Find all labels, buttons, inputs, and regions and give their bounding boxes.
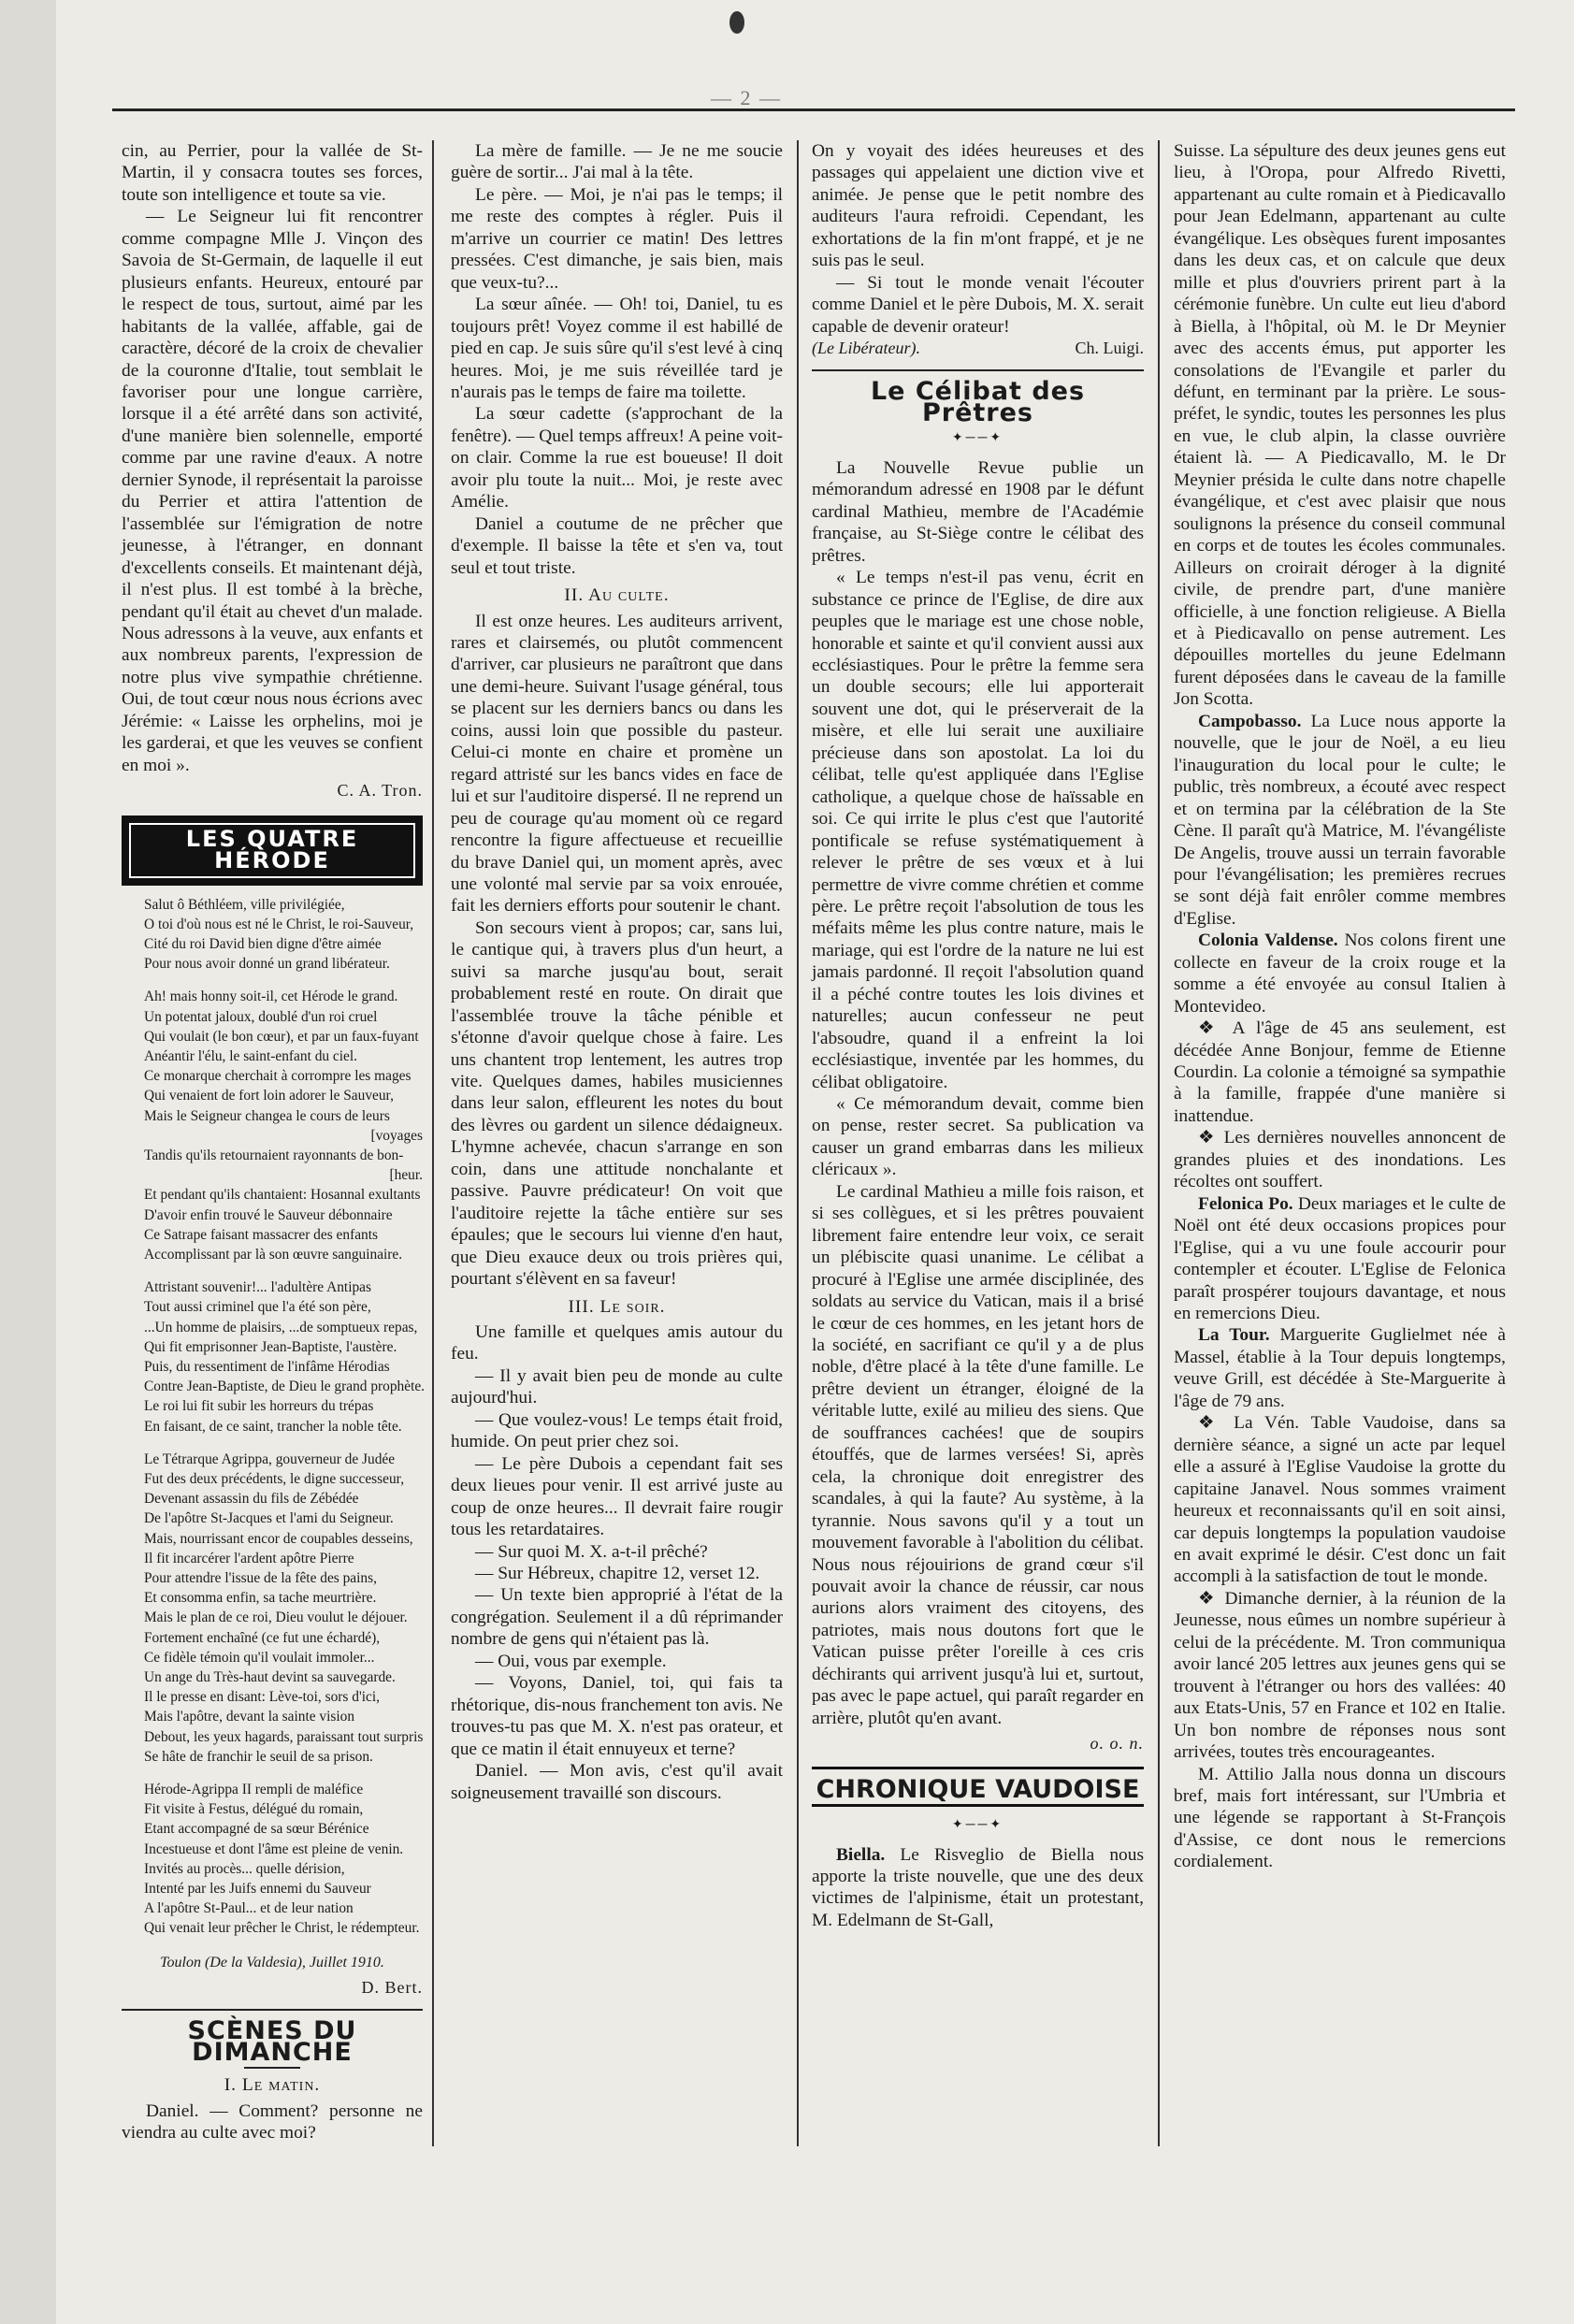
poem-line: Mais le Seigneur changea le cours de leurs bbox=[144, 1107, 390, 1124]
poem-line: O toi d'où nous est né le Christ, le roi-Sauveur, bbox=[144, 916, 414, 932]
poem-line: Mais l'apôtre, devant la sainte vision bbox=[144, 1709, 355, 1725]
article-text: La Vén. Table Vaudoise, dans sa dernière séance, a signé un acte par lequel elle a assuré à l'Eglise Vaudoise la grotte du capitaine Janavel. Nous sommes vraiment heureux et reconnaissants qu'il en soit ainsi, car depuis longtemps la population vaudoise en avait exprimé le désir. C'est donc un fait accompli à la satisfaction de tout le monde. bbox=[1174, 1413, 1506, 1587]
poem-line: [voyages bbox=[370, 1127, 423, 1144]
poem-line: Etant accompagné de sa sœur Bérénice bbox=[144, 1821, 369, 1838]
poem-line: Mais le plan de ce roi, Dieu voulut le déjouer. bbox=[144, 1609, 408, 1626]
poem-line: Ce fidèle témoin qu'il voulait immoler... bbox=[144, 1649, 375, 1666]
poem-line: Se hâte de franchir le seuil de sa prison. bbox=[144, 1748, 373, 1765]
article-text: — Un texte bien approprié à l'état de la congrégation. Seulement il a dû réprimander nombre de gens qui n'étaient pas là. bbox=[451, 1585, 783, 1650]
place-name: Biella. bbox=[836, 1844, 886, 1865]
article-text: « Ce mémorandum devait, comme bien on pense, rester secret. Sa publication va causer un grand embarras dans les milieux cléricaux ». bbox=[812, 1094, 1144, 1180]
article-text: Marguerite Guglielmet née à Massel, établie à la Tour depuis longtemps, veuve Grill, est décédée à Ste-Marguerite à l'âge de 79 ans. bbox=[1174, 1325, 1506, 1411]
article-text: Son secours vient à propos; car, sans lui, le cantique qui, à travers plus d'un heurt, a suivi sa marche jusqu'au bout, serait probablement resté en route. On dirait que l'assemblée trouve la tâche pénible et s'étonne d'avoir quelque chose à faire. Les uns chantent trop lentement, les autres trop vite. Quelques dames, habiles musiciennes dans leur salon, effleurent les notes du bout des lèvres ou gardent un silence dédaigneux. L'hymne achevée, chacun s'arrange en son coin, dans une attitude nonchalante et passive. Pauvre prédicateur! On voit que l'auditoire rejette la tâche entière sur ses épaules; que le secours lui vienne d'en haut, que Dieu exauce deux ou trois prières qui, pourtant s'élèvent en sa faveur! bbox=[451, 917, 783, 1290]
poem-line: Qui venait leur prêcher le Christ, le rédempteur. bbox=[144, 1920, 420, 1937]
article-text: Daniel a coutume de ne prêcher que d'exemple. Il baisse la tête et s'en va, tout seul et tout triste. bbox=[451, 513, 783, 578]
column-rule bbox=[432, 140, 434, 2146]
poem-line: Tout aussi criminel que l'a été son père, bbox=[144, 1299, 371, 1316]
source-line bbox=[812, 338, 1144, 359]
article-text: cin, au Perrier, pour la vallée de St-Martin, il y consacra toutes ses forces, toute son intelligence et toute sa vie. bbox=[122, 141, 423, 205]
poem-banner bbox=[122, 816, 423, 886]
source: (Le Libérateur). bbox=[812, 339, 920, 358]
poem-line: Fut des deux précédents, le digne successeur, bbox=[144, 1470, 405, 1487]
article-text: On y voyait des idées heureuses et des passages qui appelaient une diction vive et animée. Je pense que le petit nombre des auditeurs l'aura refroidi. Cependant, les exhortations de la fin m'ont frappé, et je ne suis pas le seul. bbox=[812, 141, 1144, 271]
article-text: Le père. — Moi, je n'ai pas le temps; il me reste des comptes à régler. Puis il m'arrive un courrier ce matin! Des lettres pressées. C'est dimanche, je sais bien, mais que veux-tu?... bbox=[451, 184, 783, 293]
place-name: Campobasso. bbox=[1198, 711, 1302, 731]
poem-line: Un potentat jaloux, doublé d'un roi cruel bbox=[144, 1008, 378, 1025]
article-text: — Sur quoi M. X. a-t-il prêché? bbox=[475, 1541, 708, 1562]
article-text: Daniel. — Comment? personne ne viendra au culte avec moi? bbox=[122, 2100, 423, 2144]
poem-line: Le roi lui fit subir les horreurs du trépas bbox=[144, 1398, 374, 1415]
poem-line: Invités au procès... quelle dérision, bbox=[144, 1860, 345, 1877]
article-text: Suisse. La sépulture des deux jeunes gens eut lieu, à l'Oropa, pour Alfredo Rivetti, appartenant au culte romain et à Piedicavallo pour Jean Edelmann, appartenant au culte évangélique. Les obsèques furent imposantes dans les deux cas, et on calcule que deux mille et plus d'ouvriers prirent part à la cérémonie funèbre. Un culte eut lieu d'abord à Biella, à l'hôpital, où M. le Dr Meynier avec des accents émus, put apporter les consolations de l'Evangile et parler du défunt, en terminant par la prière. Le sous-préfet, le syndic, toutes les personnes les plus en vue, le club alpin, la classe ouvrière étaient là. — A Piedicavallo, M. le Dr Meynier présida le culte dans notre chapelle évangélique, et c'est avec plaisir que nous soulignons la présence du conseil communal en corps et de toutes les écoles communales. Ailleurs on croirait déroger à la dignité civile, de prendre part, d'une manière officielle, à une fonction religieuse. A Biella et à Piedicavallo on pense autrement. Les dépouilles mortelles du jeune Edelmann furent déposées dans le caveau de la famille Jon Scotta. bbox=[1174, 141, 1506, 710]
poem-stanza bbox=[122, 1450, 423, 1767]
section-mark-icon: ❖ bbox=[1198, 1588, 1225, 1609]
poem-line: D'avoir enfin trouvé le Sauveur débonnaire bbox=[144, 1206, 393, 1223]
poem bbox=[122, 895, 426, 1939]
divider bbox=[122, 2009, 423, 2011]
ornament: ✦──✦ bbox=[951, 431, 1004, 446]
article-text: « Le temps n'est-il pas venu, écrit en substance ce prince de l'Eglise, de dire aux peuples que le mariage est une chose noble, honorable et sainte et qu'il convient aussi aux ecclésiastiques. Pour le prêtre la femme sera un double secours; elle lui apporterait souvent une dot, qui le préserverait de la misère, et elle lui serait une auxiliaire précieuse dans son apostolat. La loi du célibat, telle qu'est appliquée dans l'Eglise catholique, a quelque chose de haïssable en soi. Ce qui irrite le plus c'est que l'autorité pontificale se refuse systématiquement à relever le prêtre de ses vœux et à lui permettre de vivre comme chrétien et comme père. Le prêtre reçoit l'absolution de tous les méfaits même les plus contre nature, mais le mariage, qui est l'ordre de la nature ne lui est jamais pardonné. Il reçoit l'absolution quand il a péché contre toutes les lois divines et naturelles; aucun confesseur ne peut l'absoudre, quand il a enfreint la loi ecclésiastique, inventée par les hommes, du célibat obligatoire. bbox=[812, 568, 1144, 1092]
article-text: La Luce nous apporte la nouvelle, que le jour de Noël, a eu lieu l'inauguration du local pour le culte; le public, très nombreux, a écouté avec respect et on termina par la célébration de la Ste Cène. Il paraît qu'à Matrice, M. l'évangéliste De Angelis, trouve aussi un terrain favorable pour l'évangélisation; les premières recrues se sont déjà fait enrôler comme membres d'Eglise. bbox=[1174, 711, 1506, 929]
poem-line: Attristant souvenir!... l'adultère Antipas bbox=[144, 1279, 371, 1296]
poem-line: Il fit incarcérer l'ardent apôtre Pierre bbox=[144, 1550, 354, 1566]
poem-line: Qui venaient de fort loin adorer le Sauveur, bbox=[144, 1088, 394, 1104]
signature: C. A. Tron. bbox=[337, 781, 423, 801]
article-text: Daniel. — Mon avis, c'est qu'il avait soigneusement travaillé son discours. bbox=[451, 1761, 783, 1803]
poem-line: Tandis qu'ils retournaient rayonnants de bon- bbox=[144, 1147, 404, 1163]
article-text: Le cardinal Mathieu a mille fois raison, et si ses collègues, et si les prêtres pouvaient librement faire entendre leur voix, ce serait un plébiscite quasi unanime. Le célibat a procuré à l'Eglise une armée disciplinée, des soldats au service du Vatican, mais il a brisé le cœur de ces hommes, en les jetant hors de la société, en sacrifiant ce qu'il y a de plus noble, d'être placé à la tête d'une famille. Le prêtre devient un étranger, éloigné de la véritable lutte, exilé au milieu des siens. Que de souffrances cachées! que de soupirs étouffés, que de larmes versées! Si, après cela, la chronique doit enregistrer des scandales, à qui la faute? Au système, à la tyrannie. Nous savons qu'il y a tout un mouvement favorable à l'abolition du célibat. Nous nous réjouirions de grand cœur s'il pouvait avoir la chance de réussir, car nous aurions alors vraiment des citoyens, des patriotes, mais nous doutons fort que le Vatican puisse prêter l'oreille à ces cris déchirants qui arrivent jusqu'à lui et, surtout, pas avec le pape actuel, qui paraît regarder en arrière, plutôt qu'en avant. bbox=[812, 1181, 1144, 1728]
poem-line: En faisant, de ce saint, trancher la noble tête. bbox=[144, 1418, 402, 1435]
ink-blot bbox=[729, 11, 744, 34]
subheading: III. Le soir. bbox=[568, 1296, 666, 1317]
poem-stanza bbox=[122, 987, 423, 1264]
article-text: M. Attilio Jalla nous donna un discours bref, mais fort intéressant, sur l'Umbria et une légende se rapportant à St-François d'Assise, ce dont nous le remercions cordialement. bbox=[1174, 1764, 1506, 1872]
section-mark-icon: ❖ bbox=[1198, 1018, 1233, 1039]
poem-stanza bbox=[122, 1277, 426, 1436]
article-text: Nos colons firent une collecte en faveur de la croix rouge et la somme a été envoyée au consul Italien à Montevideo. bbox=[1174, 931, 1506, 1017]
poem-line: Contre Jean-Baptiste, de Dieu le grand prophète. bbox=[144, 1379, 426, 1395]
poem-stanza bbox=[122, 1780, 423, 1939]
signature: o. o. n. bbox=[1090, 1734, 1144, 1754]
poem-line: Hérode-Agrippa II rempli de maléfice bbox=[144, 1782, 364, 1798]
divider bbox=[244, 2067, 300, 2069]
article-text: Les dernières nouvelles annoncent de grandes pluies et des inondations. Les récoltes ont souffert. bbox=[1174, 1128, 1507, 1192]
poem-line: Cité du roi David bien digne d'être aimée bbox=[144, 935, 382, 952]
poem-line: Debout, les yeux hagards, paraissant tout surpris bbox=[144, 1728, 424, 1745]
poem-line: Pour nous avoir donné un grand libérateur. bbox=[144, 956, 390, 973]
header-rule bbox=[112, 108, 1515, 111]
poem-line: Et consomma enfin, sa tache meurtrière. bbox=[144, 1590, 377, 1607]
column-rule bbox=[1158, 140, 1160, 2146]
place-name: La Tour. bbox=[1198, 1325, 1270, 1346]
poem-line: Fortement enchaîné (ce fut une échardé), bbox=[144, 1629, 381, 1646]
article-text: — Que voulez-vous! Le temps était froid, humide. On peut prier chez soi. bbox=[451, 1409, 783, 1452]
column-2 bbox=[451, 140, 783, 1804]
poem-line: Ah! mais honny soit-il, cet Hérode le grand. bbox=[144, 989, 398, 1005]
poem-line: Accomplissant par là son œuvre sanguinaire. bbox=[144, 1246, 403, 1263]
poem-line: Incestueuse et dont l'âme est pleine de venin. bbox=[144, 1840, 404, 1857]
column-1 bbox=[122, 140, 426, 2144]
column-3 bbox=[812, 140, 1144, 1931]
divider bbox=[812, 369, 1144, 371]
article-text: A l'âge de 45 ans seulement, est décédée Anne Bonjour, femme de Etienne Courdin. La colonie a témoigné sa sympathie à la famille, frappée d'une manière si inattendue. bbox=[1174, 1018, 1506, 1126]
poem-stanza bbox=[122, 895, 423, 974]
article-text: — Voyons, Daniel, toi, qui fais ta rhétorique, dis-nous franchement ton avis. Ne trouves-tu pas que M. X. n'est pas orateur, et que ce matin il était ennuyeux et terne? bbox=[451, 1673, 783, 1759]
signature: Ch. Luigi. bbox=[1075, 339, 1144, 358]
poem-line: Et pendant qu'ils chantaient: Hosannal exultants bbox=[144, 1187, 421, 1204]
poem-line: Ce monarque cherchait à corrompre les mages bbox=[144, 1068, 412, 1085]
poem-line: Qui voulait (le bon cœur), et par un faux-fuyant bbox=[144, 1028, 419, 1045]
article-text: La mère de famille. — Je ne me soucie guère de sortir... J'ai mal à la tête. bbox=[451, 141, 783, 183]
poem-line: A l'apôtre St-Paul... et de leur nation bbox=[144, 1900, 354, 1917]
poem-line: Qui fit emprisonner Jean-Baptiste, l'austère. bbox=[144, 1338, 397, 1355]
poem-line: Il le presse en disant: Lève-toi, sors d'ici, bbox=[144, 1689, 380, 1706]
page-edge bbox=[0, 0, 56, 2324]
poem-line: ...Un homme de plaisirs, ...de somptueux repas, bbox=[144, 1319, 418, 1335]
poem-line: Le Tétrarque Agrippa, gouverneur de Judée bbox=[144, 1451, 396, 1467]
article-text: — Il y avait bien peu de monde au culte aujourd'hui. bbox=[451, 1365, 783, 1408]
article-text: Dimanche dernier, à la réunion de la Jeunesse, nous eûmes un nombre supérieur à celui de la précédente. M. Tron communiqua avoir lancé 205 lettres aux jeunes gens qui se trouvent à l'étranger ou hors des vallées: 40 aux Etats-Unis, 57 en France et 102 en Italie. Un bon nombre de réponses nous sont arrivées, toutes très encourageantes. bbox=[1174, 1588, 1507, 1763]
section-title: CHRONIQUE VAUDOISE bbox=[812, 1767, 1144, 1807]
poem-line: Puis, du ressentiment de l'infâme Hérodias bbox=[144, 1358, 390, 1375]
poem-line: Anéantir l'élu, le saint-enfant du ciel. bbox=[144, 1047, 357, 1064]
subheading: I. Le matin. bbox=[224, 2075, 321, 2096]
article-text: Deux mariages et le culte de Noël ont été deux occasions propices pour l'Eglise, qui a vu une foule accourir pour contempler et écouter. L'Eglise de Felonica paraît prospérer toujours davantage, et nous en remercions Dieu. bbox=[1174, 1193, 1506, 1324]
article-text: La sœur cadette (s'approchant de la fenêtre). — Quel temps affreux! A peine voit-on clair. Comme la rue est boueuse! Il doit avoir plu toute la nuit... Moi, je reste avec Amélie. bbox=[451, 404, 784, 512]
poem-line: Fit visite à Festus, délégué du romain, bbox=[144, 1801, 364, 1818]
section-mark-icon: ❖ bbox=[1198, 1413, 1235, 1434]
article-text: La Nouvelle Revue publie un mémorandum adressé en 1908 par le défunt cardinal Mathieu, membre de l'Académie française, au St-Siège contre le célibat des prêtres. bbox=[812, 457, 1144, 566]
poem-source: Toulon (De la Valdesia), Juillet 1910. bbox=[160, 1954, 384, 1970]
poem-line: [heur. bbox=[389, 1167, 423, 1184]
place-name: Colonia Valdense. bbox=[1198, 931, 1338, 951]
article-text: Il est onze heures. Les auditeurs arrivent, rares et clairsemés, ou plutôt commencent d'arriver, car plusieurs ne paraîtront que dans une demi-heure. Suivant l'usage général, tous se placent sur les derniers bancs ou dans les coins, aussi loin que possible du pasteur. Celui-ci monte en chaire et promène un regard attristé sur les bancs vides en face de lui et sur l'auditoire dispersé. Il ne reprend un peu de courage qu'au moment où ce regard rencontre la figure affectueuse et recueillie du brave Daniel qui, un moment après, avec une volonté mal servie par sa voix enrouée, fait les derniers efforts pour soutenir le chant. bbox=[451, 611, 783, 917]
poem-line: Devenant assassin du fils de Zébédée bbox=[144, 1491, 359, 1508]
section-mark-icon: ❖ bbox=[1198, 1128, 1224, 1148]
article-text: — Oui, vous par exemple. bbox=[475, 1651, 667, 1671]
article-text: — Si tout le monde venait l'écouter comme Daniel et le père Dubois, M. X. serait capable de devenir orateur! bbox=[812, 272, 1144, 337]
poem-line: De l'apôtre St-Jacques et l'ami du Seigneur. bbox=[144, 1510, 394, 1527]
poem-title: LES QUATRE HÉRODE bbox=[129, 823, 415, 878]
article-text: — Sur Hébreux, chapitre 12, verset 12. bbox=[475, 1564, 760, 1583]
poem-line: Pour attendre l'issue de la fête des pains, bbox=[144, 1570, 377, 1586]
article-text: — Le père Dubois a cependant fait ses deux lieues pour venir. Il est arrivé juste au coup de onze heures... Il devrait faire rougir tous les retardataires. bbox=[451, 1453, 783, 1540]
poem-line: Ce Satrape faisant massacrer des enfants bbox=[144, 1226, 378, 1243]
poem-line: Intenté par les Juifs ennemi du Sauveur bbox=[144, 1881, 371, 1898]
subheading: II. Au culte. bbox=[564, 585, 670, 606]
poem-line: Mais, nourrissant encor de coupables desseins, bbox=[144, 1530, 413, 1547]
page-header: — 2 — bbox=[711, 86, 782, 109]
section-title: SCÈNES DU DIMANCHE bbox=[187, 2015, 357, 2068]
article-text: Le Risveglio de Biella nous apporte la triste nouvelle, que une des deux victimes de l'alpinisme, était un protestant, M. Edelmann de St-Gall, bbox=[812, 1844, 1144, 1930]
signature: D. Bert. bbox=[361, 1978, 423, 1998]
article-text: Une famille et quelques amis autour du feu. bbox=[451, 1322, 783, 1364]
poem-line: Salut ô Béthléem, ville privilégiée, bbox=[144, 896, 345, 913]
article-text: — Le Seigneur lui fit rencontrer comme compagne Mlle J. Vinçon des Savoia de St-Germain, de laquelle il eut plusieurs enfants. Heureux, entouré par le respect de tous, surtout, aimé par les habitants de la vallée, affable, gai de caractère, décoré de la croix de chevalier de la couronne d'Italie, tout semblait le favoriser pour une longue carrière, lorsque il a été arrêté dans son activité, d'une manière bien solennelle, emporté comme par une ravine d'eaux. A notre dernier Synode, il représentait la paroisse du Perrier et attira l'attention de l'assemblée sur l'émigration de notre jeunesse, à l'étranger, en donnant d'excellents conseils. Et maintenant déjà, il n'est plus. Il est tombé à la brèche, pendant qu'il était au chevet d'un malade. Nous adressons à la veuve, aux enfants et aux nombreux parents, l'expression de notre plus vive sympathie chrétienne. Oui, de tout cœur nous nous écrions avec Jérémie: « Laisse les orphelins, moi je les garderai, et que les veuves se confient en moi ». bbox=[122, 207, 424, 775]
article-text: La sœur aînée. — Oh! toi, Daniel, tu es toujours prêt! Voyez comme il est habillé de pied en cap. Je suis sûre qu'il s'est levé à cinq heures. Moi, je me suis réveillée tard je n'aurais pas le temps de faire ma toilette. bbox=[451, 295, 783, 402]
column-4 bbox=[1174, 140, 1506, 1873]
ornament: ✦──✦ bbox=[951, 1818, 1004, 1833]
poem-line: Un ange du Très-haut devint sa sauvegarde. bbox=[144, 1669, 396, 1686]
place-name: Felonica Po. bbox=[1198, 1193, 1293, 1214]
column-rule bbox=[797, 140, 799, 2146]
section-title: Le Célibat des Prêtres bbox=[870, 376, 1086, 427]
